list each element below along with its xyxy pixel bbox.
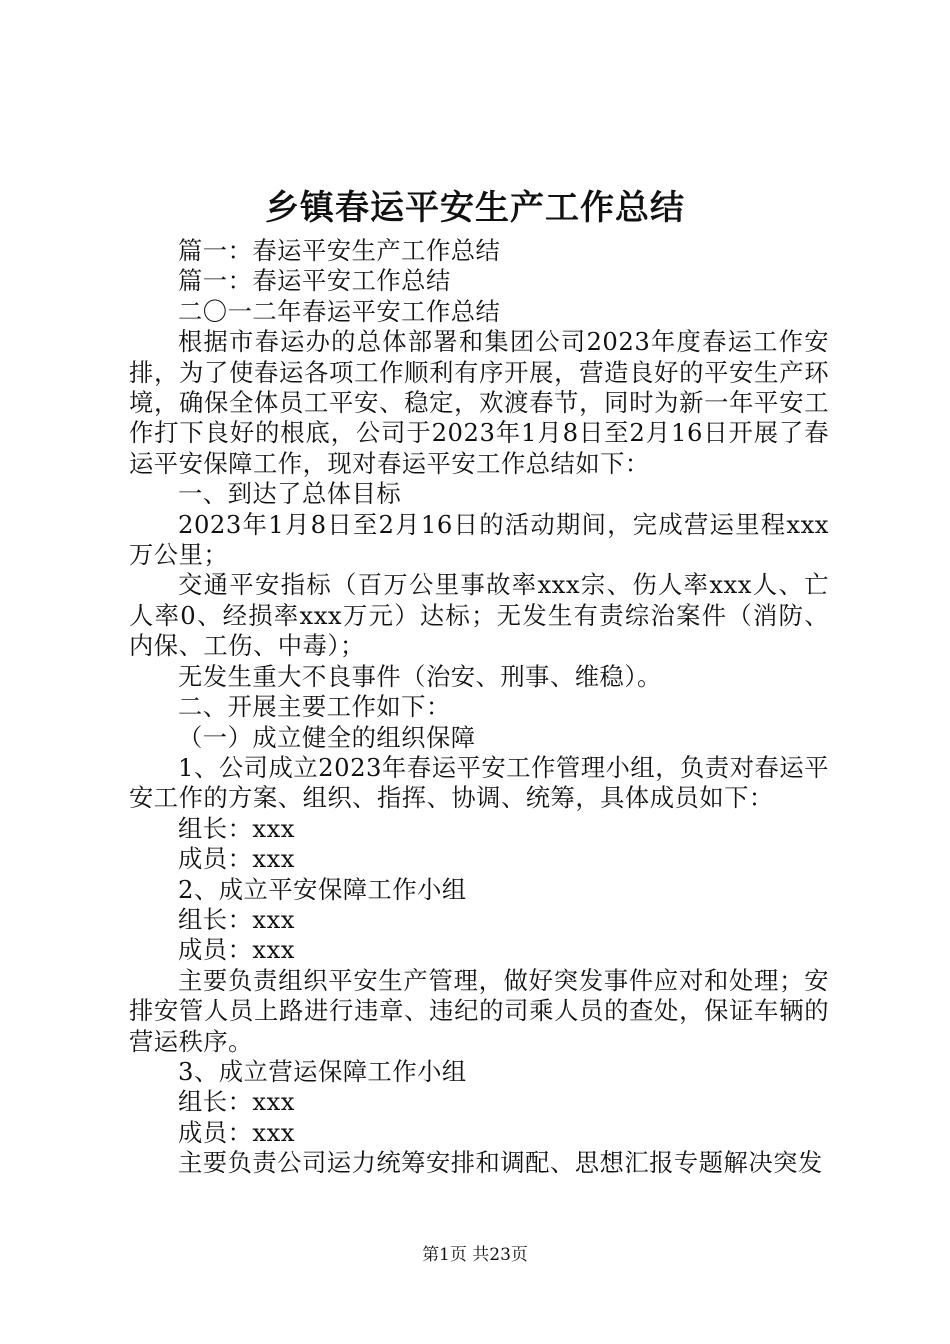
paragraph: 一、到达了总体目标 bbox=[178, 479, 402, 509]
paragraph: 主要负责组织平安生产管理，做好突发事件应对和处理；安排安管人员上路进行违章、违纪的司乘人员的查处，保证车辆的营运秩序。 bbox=[129, 965, 829, 1056]
paragraph: 1、公司成立2023年春运平安工作管理小组，负责对春运平安工作的方案、组织、指挥、协调、统筹，具体成员如下： bbox=[129, 752, 829, 813]
paragraph: 组长：xxx bbox=[178, 813, 295, 843]
paragraph: 成员：xxx bbox=[178, 1117, 295, 1147]
paragraph: 篇一：春运平安生产工作总结 bbox=[178, 236, 501, 265]
paragraph: 二〇一二年春运平安工作总结 bbox=[178, 296, 501, 326]
paragraph: 根据市春运办的总体部署和集团公司2023年度春运工作安排，为了使春运各项工作顺利有序开展，营造良好的平安生产环境，确保全体员工平安、稳定，欢渡春节，同时为新一年平安工作打下良好的根底，公司于2023年1月8日至2月16日开展了春运平安保障工作，现对春运平安工作总结如下： bbox=[129, 327, 829, 478]
document-body bbox=[129, 236, 829, 1179]
paragraph: 2023年1月8日至2月16日的活动期间，完成营运里程xxx万公里； bbox=[129, 509, 829, 570]
paragraph: 成员：xxx bbox=[178, 844, 295, 874]
paragraph: （一）成立健全的组织保障 bbox=[178, 722, 476, 752]
paragraph: 成员：xxx bbox=[178, 935, 295, 965]
paragraph: 组长：xxx bbox=[178, 904, 295, 934]
paragraph: 二、开展主要工作如下： bbox=[178, 692, 451, 722]
document-title: 乡镇春运平安生产工作总结 bbox=[265, 188, 685, 228]
page-number: 第1页 bbox=[422, 1245, 467, 1265]
paragraph: 组长：xxx bbox=[178, 1087, 295, 1117]
paragraph: 篇一：春运平安工作总结 bbox=[178, 266, 451, 296]
paragraph: 无发生重大不良事件（治安、刑事、维稳）。 bbox=[178, 661, 662, 691]
paragraph: 交通平安指标（百万公里事故率xxx宗、伤人率xxx人、亡人率0、经损率xxx万元）达标；无发生有责综治案件（消防、内保、工伤、中毒）； bbox=[129, 570, 829, 661]
paragraph: 2、成立平安保障工作小组 bbox=[178, 874, 467, 904]
page-footer bbox=[0, 1244, 950, 1266]
page-total: 共23页 bbox=[472, 1245, 528, 1265]
paragraph: 主要负责公司运力统筹安排和调配、思想汇报专题解决突发 bbox=[178, 1148, 823, 1178]
paragraph: 3、成立营运保障工作小组 bbox=[178, 1056, 467, 1086]
